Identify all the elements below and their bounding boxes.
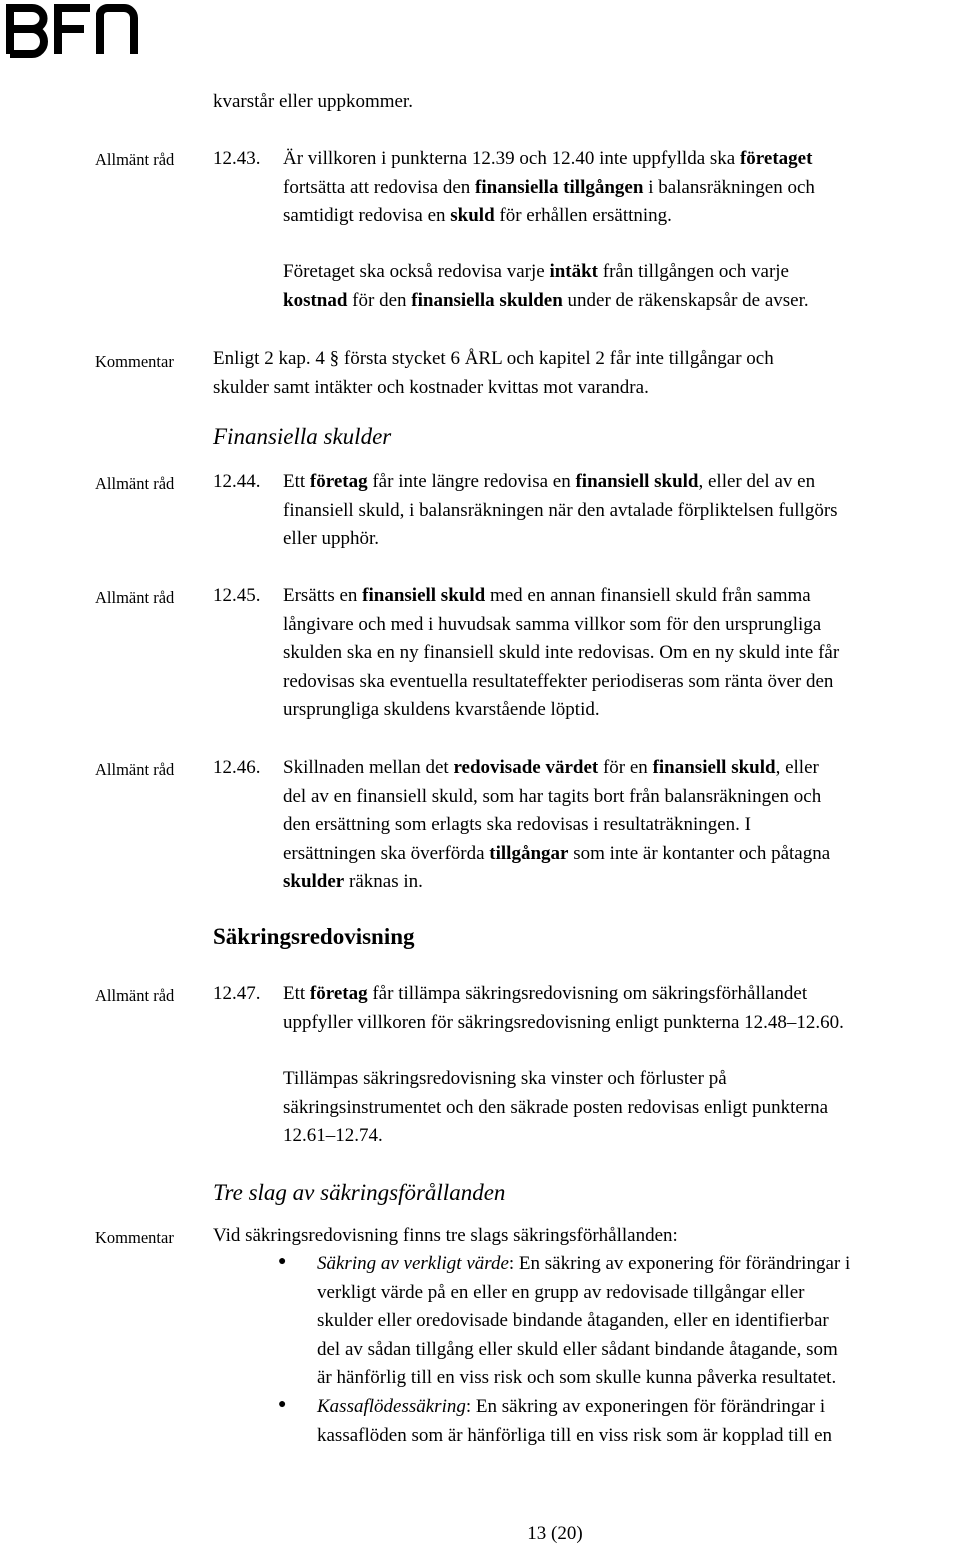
paragraph-12-46 bbox=[213, 754, 960, 897]
paragraph-number: 12.45. bbox=[213, 585, 261, 606]
bullet-item bbox=[317, 1250, 960, 1393]
text-line: finansiell skuld, i balansräkningen när den avtalade förpliktelsen fullgörs bbox=[283, 499, 838, 521]
paragraph-12-47-second bbox=[213, 1065, 960, 1151]
text-line: den ersättning som erlagts ska redovisas i resultaträkningen. I bbox=[283, 814, 752, 835]
text-line: kostnad för den finansiella skulden under de räkenskapsår de avser. bbox=[283, 289, 809, 311]
paragraph-number: 12.43. bbox=[213, 148, 261, 169]
text-line: säkringsinstrumentet och den säkrade posten redovisas enligt punkterna bbox=[283, 1096, 829, 1118]
side-label: Allmänt råd bbox=[95, 474, 175, 493]
page-number: 13 (20) bbox=[527, 1523, 583, 1544]
text-line: eller upphör. bbox=[283, 528, 380, 549]
text-line: skulder samt intäkter och kostnader kvittas mot varandra. bbox=[213, 376, 649, 398]
comment-intro bbox=[213, 1222, 960, 1251]
text-line: ursprungliga skuldens kvarstående löptid. bbox=[283, 699, 600, 720]
text-line: Företaget ska också redovisa varje intäkt från tillgången och varje bbox=[283, 261, 789, 282]
side-label: Kommentar bbox=[95, 352, 174, 371]
comment-paragraph bbox=[213, 345, 960, 402]
bfn-logo bbox=[4, 2, 144, 58]
text-line: Kassaflödessäkring: En säkring av exponeringen för förändringar i bbox=[317, 1396, 826, 1417]
paragraph-12-47 bbox=[213, 980, 960, 1037]
paragraph-12-43 bbox=[213, 145, 960, 231]
side-label: Allmänt råd bbox=[95, 150, 175, 169]
text-line: kvarstår eller uppkommer. bbox=[213, 91, 413, 112]
text-line: 12.47. Ett företag får tillämpa säkringsredovisning om säkringsförhållandet bbox=[213, 980, 960, 1009]
section-heading: Tre slag av säkringsförållanden bbox=[213, 1180, 506, 1205]
text-line: skulden ska en ny finansiell skuld inte redovisas. Om en ny skuld inte får bbox=[283, 642, 840, 663]
paragraph-number: 12.44. bbox=[213, 471, 261, 492]
text-line: fortsätta att redovisa den finansiella tillgången i balansräkningen och bbox=[283, 176, 815, 198]
text-line: kassaflöden som är hänförliga till en viss risk som är kopplad till en bbox=[317, 1424, 833, 1446]
side-label: Allmänt råd bbox=[95, 760, 175, 779]
continuation-text bbox=[213, 88, 960, 117]
text-line: ersättningen ska överförda tillgångar som inte är kontanter och påtagna bbox=[283, 842, 831, 864]
text-line: Tillämpas säkringsredovisning ska vinster och förluster på bbox=[283, 1068, 727, 1089]
text-line: skulder räknas in. bbox=[283, 871, 423, 892]
text-line: 12.61–12.74. bbox=[283, 1125, 383, 1146]
text-line: Enligt 2 kap. 4 § första stycket 6 ÅRL och kapitel 2 får inte tillgångar och bbox=[213, 348, 774, 369]
text-line: 12.46. Skillnaden mellan det redovisade värdet för en finansiell skuld, eller bbox=[213, 754, 960, 783]
section-heading: Säkringsredovisning bbox=[213, 924, 415, 949]
paragraph-12-45 bbox=[213, 582, 960, 725]
side-label: Allmänt råd bbox=[95, 986, 175, 1005]
side-label: Allmänt råd bbox=[95, 588, 175, 607]
section-heading: Finansiella skulder bbox=[213, 424, 392, 449]
text-line: Vid säkringsredovisning finns tre slags säkringsförhållanden: bbox=[213, 1225, 678, 1246]
bullet-icon: ● bbox=[278, 1397, 287, 1412]
text-line: verkligt värde på en eller en grupp av redovisade tillgångar eller bbox=[317, 1281, 805, 1303]
text-line: uppfyller villkoren för säkringsredovisning enligt punkterna 12.48–12.60. bbox=[283, 1011, 844, 1033]
paragraph-12-43-second bbox=[213, 258, 960, 315]
text-line: del av en finansiell skuld, som har tagits bort från balansräkningen och bbox=[283, 785, 822, 807]
text-line: 12.44. Ett företag får inte längre redovisa en finansiell skuld, eller del av en bbox=[213, 468, 960, 497]
text-line: redovisas ska eventuella resultateffekter periodiseras som ränta över den bbox=[283, 670, 834, 692]
text-line: Säkring av verkligt värde: En säkring av exponering för förändringar i bbox=[317, 1253, 851, 1274]
text-line: 12.45. Ersätts en finansiell skuld med en annan finansiell skuld från samma bbox=[213, 582, 960, 611]
text-line: skulder eller oredovisade bindande åtaganden, eller en identifierbar bbox=[317, 1310, 829, 1331]
side-label: Kommentar bbox=[95, 1228, 174, 1247]
paragraph-12-44 bbox=[213, 468, 960, 554]
text-line: långivare och med i huvudsak samma villkor som för den ursprungliga bbox=[283, 613, 822, 635]
paragraph-number: 12.47. bbox=[213, 983, 261, 1004]
text-line: del av sådan tillgång eller skuld eller sådant bindande åtagande, som bbox=[317, 1338, 838, 1360]
text-line: 12.43. Är villkoren i punkterna 12.39 och 12.40 inte uppfyllda ska företaget bbox=[213, 145, 960, 174]
paragraph-number: 12.46. bbox=[213, 757, 261, 778]
bullet-item bbox=[317, 1393, 960, 1450]
bullet-icon: ● bbox=[278, 1254, 287, 1269]
text-line: samtidigt redovisa en skuld för erhållen ersättning. bbox=[283, 205, 672, 226]
text-line: är hänförlig till en viss risk och som skulle kunna påverka resultatet. bbox=[317, 1367, 837, 1388]
